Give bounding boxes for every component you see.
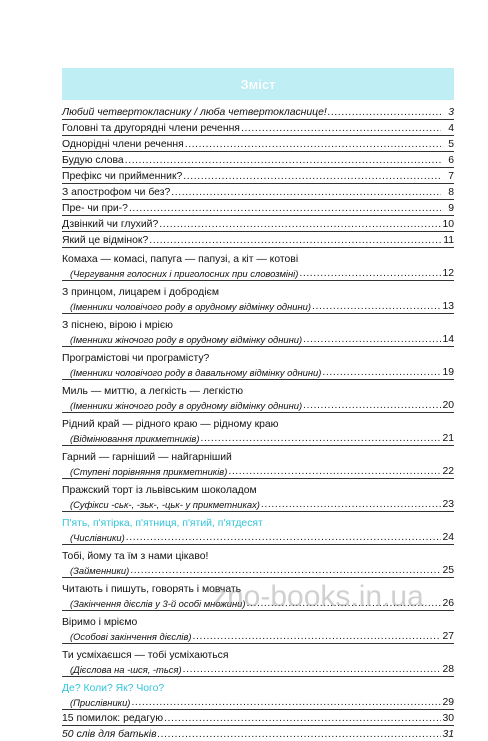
toc-header: [62, 68, 454, 100]
entry-title: Дзвінкий чи глухий?: [62, 219, 159, 230]
toc-entry[interactable]: [62, 215, 454, 231]
toc-entry[interactable]: [62, 511, 454, 544]
toc-entry[interactable]: [62, 676, 454, 709]
entry-subtitle: (Іменники жіночого роду в орудному відмінку однини): [70, 400, 303, 411]
toc-entry[interactable]: [62, 167, 454, 183]
entry-page: 28: [442, 664, 454, 675]
entry-subtitle: (Числівники): [70, 532, 125, 543]
entry-subtitle: (Іменники чоловічого роду в давальному відмінку однини): [70, 367, 322, 378]
entry-page: 11: [443, 235, 454, 246]
toc-entry[interactable]: [62, 643, 454, 676]
toc-entry[interactable]: [62, 544, 454, 577]
toc-list: [62, 104, 454, 741]
entry-title: Пражский торт із львівським шоколадом: [62, 485, 257, 496]
toc-entry[interactable]: [62, 313, 454, 346]
entry-page: 7: [448, 171, 454, 182]
entry-page: 6: [448, 155, 454, 166]
entry-page: 12: [442, 268, 454, 279]
toc-entry[interactable]: [62, 379, 454, 412]
entry-title: Віримо і мріємо: [62, 617, 138, 628]
entry-title: П'ять, п'ятірка, п'ятниця, п'ятий, п'ятдесят: [62, 518, 263, 529]
entry-page: 27: [442, 631, 454, 642]
toc-entry[interactable]: [62, 247, 454, 280]
entry-page: 10: [442, 219, 454, 230]
entry-subtitle: (Суфікси -ськ-, -зьк-, -цьк- у прикметниках): [70, 499, 260, 510]
entry-title: Який це відмінок?: [62, 235, 149, 246]
entry-subtitle: (Займенники): [70, 565, 130, 576]
toc-entry[interactable]: [62, 445, 454, 478]
toc-entry[interactable]: [62, 709, 454, 725]
entry-page: 4: [448, 123, 454, 134]
toc-entry[interactable]: [62, 346, 454, 379]
entry-title: Програмістові чи програмісту?: [62, 353, 210, 364]
toc-entry[interactable]: [62, 725, 454, 741]
entry-page: 3: [448, 107, 454, 118]
entry-subtitle: (Іменники чоловічого роду в орудному відмінку однини): [70, 301, 311, 312]
toc-title: Зміст: [240, 76, 276, 92]
entry-page: 5: [448, 139, 454, 150]
entry-title: Комаха — комасі, папуга — папузі, а кіт — котові: [62, 254, 299, 265]
toc-entry[interactable]: [62, 231, 454, 247]
toc-entry[interactable]: [62, 412, 454, 445]
entry-page: 24: [442, 532, 454, 543]
watermark: zno-books.in.ua: [212, 580, 424, 613]
toc-page: [62, 68, 454, 741]
entry-page: 23: [442, 499, 454, 510]
entry-subtitle: (Закінчення дієслів у 3-й особі множини): [70, 598, 246, 609]
entry-page: 30: [442, 713, 454, 724]
entry-page: 13: [442, 301, 454, 312]
entry-title: Рідний край — рідного краю — рідному краю: [62, 419, 279, 430]
toc-entry[interactable]: [62, 183, 454, 199]
entry-title: 50 слів для батьків: [62, 729, 157, 740]
entry-subtitle: (Чергування голосних і приголосних при словозміні): [70, 268, 299, 279]
entry-title: Головні та другорядні члени речення: [62, 123, 240, 134]
toc-entry[interactable]: [62, 151, 454, 167]
entry-title: 15 помилок: редагую: [62, 713, 164, 724]
entry-title: Де? Коли? Як? Чого?: [62, 683, 165, 694]
toc-entry[interactable]: [62, 610, 454, 643]
entry-title: З апострофом чи без?: [62, 187, 171, 198]
entry-page: 21: [442, 433, 454, 444]
toc-entry[interactable]: [62, 478, 454, 511]
toc-entry[interactable]: [62, 135, 454, 151]
entry-title: Префікс чи прийменник?: [62, 171, 183, 182]
entry-title: Однорідні члени речення: [62, 139, 184, 150]
toc-entry[interactable]: [62, 119, 454, 135]
entry-page: 26: [442, 598, 454, 609]
entry-page: 14: [442, 334, 454, 345]
entry-subtitle: (Особові закінчення дієслів): [70, 631, 192, 642]
entry-subtitle: (Прислівники): [70, 697, 131, 708]
entry-title: З принцом, лицарем і добродієм: [62, 287, 219, 298]
entry-subtitle: (Ступені порівняння прикметників): [70, 466, 228, 477]
entry-page: 22: [442, 466, 454, 477]
entry-subtitle: (Дієслова на -шся, -ться): [70, 664, 182, 675]
entry-title: Миль — миттю, а легкість — легкістю: [62, 386, 244, 397]
entry-page: 31: [442, 729, 454, 740]
entry-title: Будую слова: [62, 155, 124, 166]
entry-subtitle: (Іменники жіночого роду в орудному відмінку однини): [70, 334, 303, 345]
entry-title: Тобі, йому та їм з нами цікаво!: [62, 551, 209, 562]
entry-page: 20: [442, 400, 454, 411]
entry-title: Любий четвертокласнику / люба четвертокласнице!: [62, 107, 327, 118]
entry-page: 8: [448, 187, 454, 198]
entry-page: 29: [442, 697, 454, 708]
entry-page: 19: [442, 367, 454, 378]
entry-title: Пре- чи при-?: [62, 203, 128, 214]
entry-subtitle: (Відмінювання прикметників): [70, 433, 200, 444]
toc-entry[interactable]: [62, 104, 454, 119]
entry-title: З піснею, вірою і мрією: [62, 320, 173, 331]
entry-page: 9: [448, 203, 454, 214]
entry-page: 25: [442, 565, 454, 576]
toc-entry[interactable]: [62, 199, 454, 215]
entry-title: Ти усміхаєшся — тобі усміхаються: [62, 650, 229, 661]
toc-entry[interactable]: [62, 280, 454, 313]
entry-title: Гарний — гарніший — найгарніший: [62, 452, 232, 463]
entry-title: Читають і пишуть, говорять і мовчать: [62, 584, 242, 595]
